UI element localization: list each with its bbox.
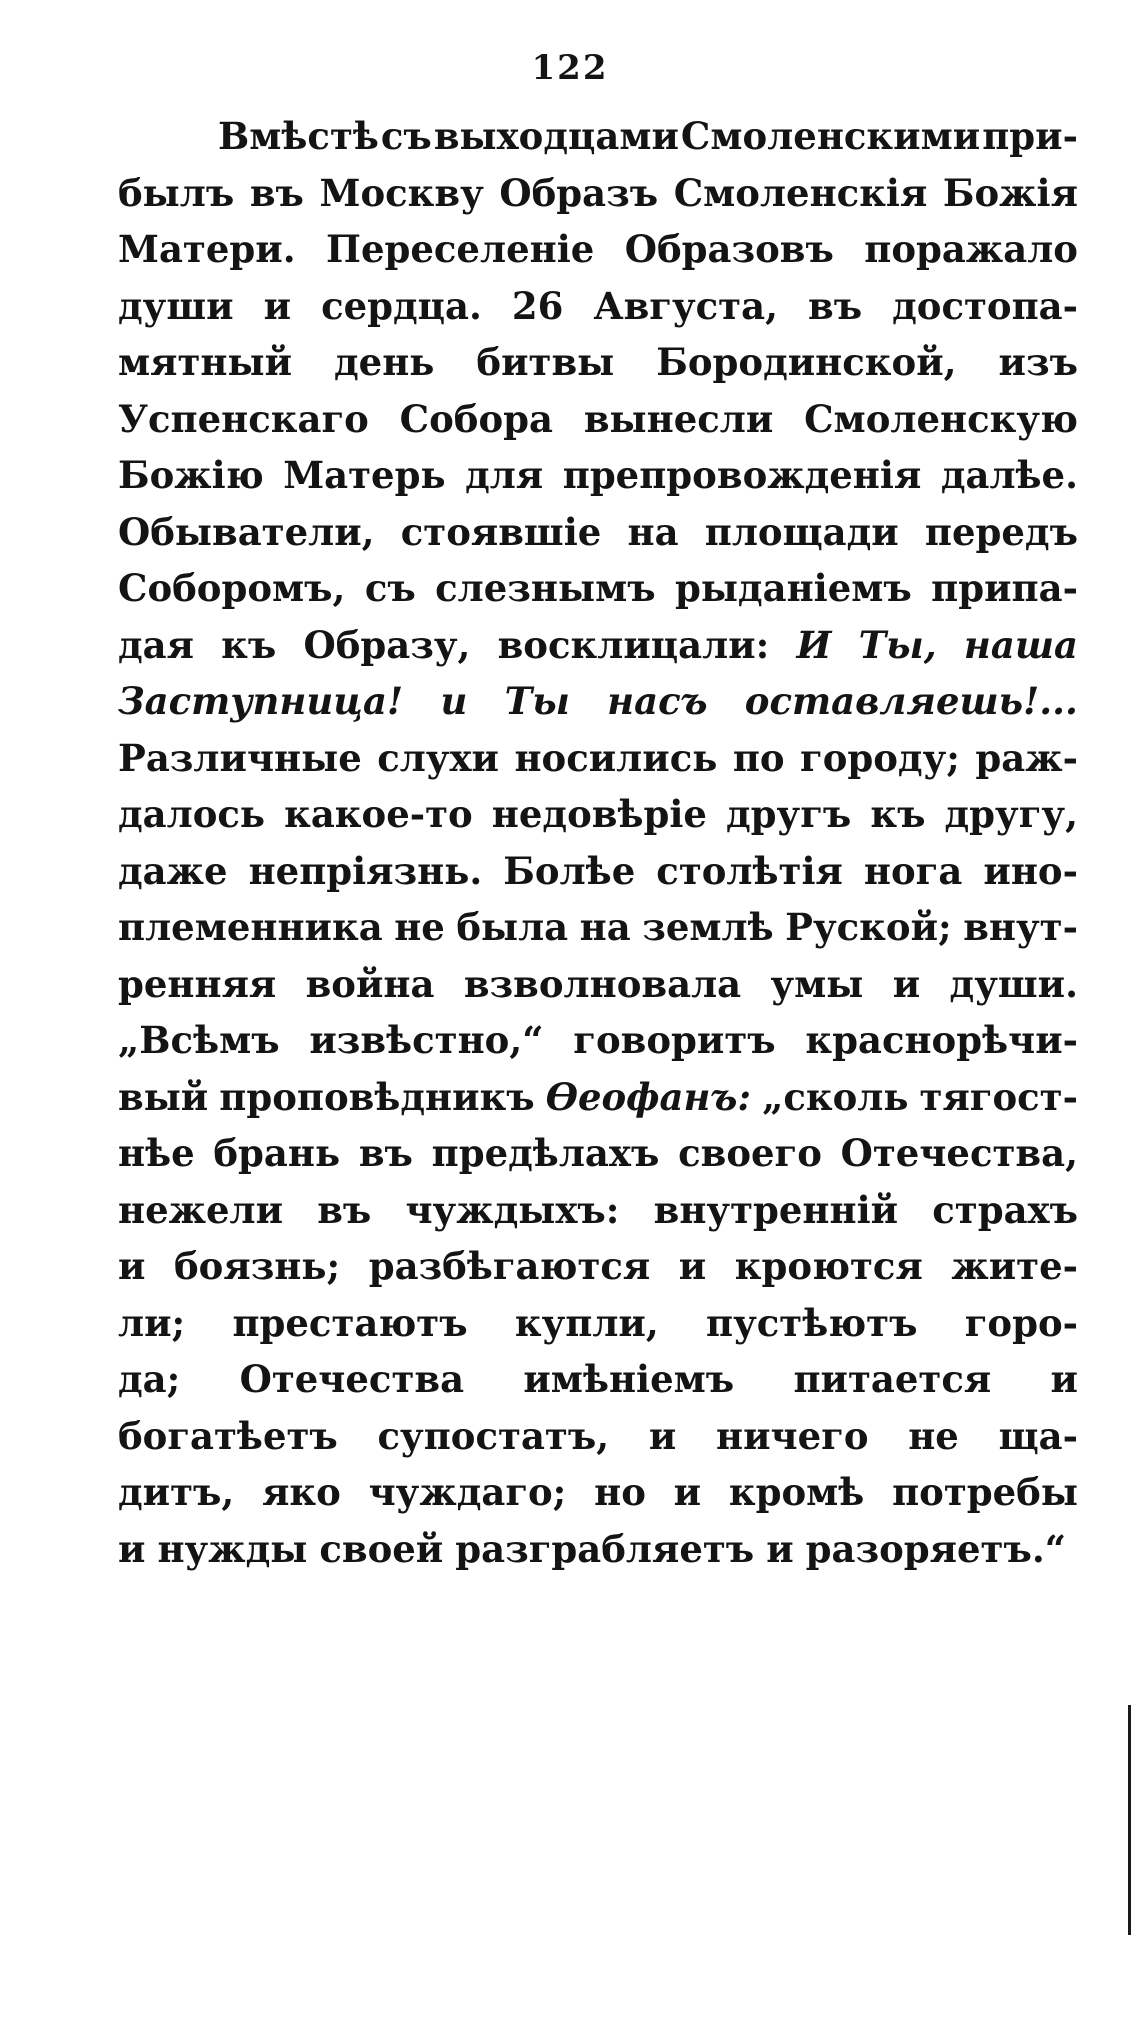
word: Руской; bbox=[785, 905, 952, 949]
word: боязнь; bbox=[174, 1244, 341, 1288]
word: тягост- bbox=[919, 1074, 1078, 1119]
word: далось bbox=[118, 792, 266, 836]
word: но bbox=[594, 1470, 646, 1514]
word: пустѣютъ bbox=[705, 1300, 918, 1345]
word: Различные bbox=[118, 735, 362, 780]
word: съ bbox=[380, 114, 432, 158]
body-text bbox=[118, 108, 1078, 1577]
word: при- bbox=[982, 114, 1078, 158]
word: ино- bbox=[983, 848, 1078, 893]
word: Смоленскую bbox=[804, 396, 1078, 441]
text-line bbox=[118, 617, 1078, 674]
word: нѣе bbox=[118, 1131, 195, 1175]
word: выходцами bbox=[433, 114, 679, 158]
italic-word: Ты bbox=[504, 679, 570, 723]
word: Смоленскими bbox=[680, 114, 981, 158]
word: раж- bbox=[975, 735, 1078, 780]
word: Вмѣстѣ bbox=[218, 114, 379, 158]
word: имѣніемъ bbox=[523, 1357, 735, 1401]
text-line bbox=[118, 504, 1078, 561]
word: и bbox=[263, 283, 292, 328]
word: городу; bbox=[800, 735, 960, 780]
word: въ bbox=[358, 1131, 413, 1175]
word: супостатъ, bbox=[377, 1413, 610, 1458]
word: Болѣе bbox=[503, 848, 636, 893]
italic-word: И bbox=[796, 622, 832, 667]
word: племенника bbox=[118, 905, 383, 949]
word: мятный bbox=[118, 340, 293, 384]
text-line bbox=[118, 447, 1078, 504]
word: нога bbox=[863, 848, 963, 893]
word: Переселеніе bbox=[326, 227, 595, 271]
word: Успенскаго bbox=[118, 396, 369, 441]
italic-word: Ты, bbox=[858, 622, 937, 667]
word: недовѣріе bbox=[491, 792, 707, 836]
word: и bbox=[673, 1470, 702, 1514]
word: ли; bbox=[118, 1300, 186, 1345]
word: Бородинской, bbox=[656, 340, 957, 384]
word: не bbox=[908, 1413, 959, 1458]
word: другу, bbox=[944, 792, 1078, 836]
word: передъ bbox=[924, 509, 1078, 554]
word: богатѣетъ bbox=[118, 1413, 338, 1458]
word: Образъ bbox=[499, 170, 659, 215]
margin-rule bbox=[1128, 1705, 1131, 1935]
word: краснорѣчи- bbox=[805, 1018, 1078, 1062]
text-line bbox=[118, 673, 1078, 730]
word: дая bbox=[118, 622, 194, 667]
word: изъ bbox=[998, 340, 1078, 384]
word: какое-то bbox=[284, 792, 473, 836]
word: слухи bbox=[377, 735, 499, 780]
word: былъ bbox=[118, 170, 235, 215]
word: и bbox=[118, 1526, 146, 1571]
word: и bbox=[678, 1244, 707, 1288]
word: кроются bbox=[734, 1244, 923, 1288]
text-line bbox=[118, 1464, 1078, 1521]
text-line bbox=[118, 899, 1078, 956]
word: кромѣ bbox=[728, 1470, 865, 1514]
word: нужды bbox=[157, 1526, 308, 1571]
word: на bbox=[627, 509, 679, 554]
word: извѣстно,“ bbox=[309, 1018, 544, 1062]
text-line bbox=[118, 221, 1078, 278]
word: разбѣгаются bbox=[368, 1244, 651, 1288]
word: питается bbox=[793, 1357, 992, 1401]
text-line bbox=[118, 1295, 1078, 1352]
word: непріязнь. bbox=[248, 848, 483, 893]
text-line bbox=[118, 1069, 1078, 1126]
word: столѣтія bbox=[656, 848, 843, 893]
word: далѣе. bbox=[940, 453, 1078, 497]
word: Августа, bbox=[593, 283, 778, 328]
word: Москву bbox=[319, 170, 484, 215]
word: поражало bbox=[864, 227, 1078, 271]
word: и bbox=[118, 1244, 146, 1288]
text-line bbox=[118, 1012, 1078, 1069]
word: съ bbox=[364, 566, 416, 610]
word: проповѣдникъ bbox=[219, 1074, 535, 1119]
word: въ bbox=[249, 170, 304, 215]
text-line bbox=[118, 730, 1078, 787]
text-line bbox=[118, 1182, 1078, 1239]
word: предѣлахъ bbox=[431, 1131, 660, 1175]
word: восклицали: bbox=[497, 622, 770, 667]
word: на bbox=[579, 905, 631, 949]
word: жите- bbox=[951, 1244, 1078, 1288]
word: Обыватели, bbox=[118, 509, 375, 554]
word: Смоленскія bbox=[673, 170, 928, 215]
word: Матерь bbox=[283, 453, 446, 497]
word: ренняя bbox=[118, 961, 277, 1006]
word: достопа- bbox=[892, 283, 1078, 328]
word: Отечества, bbox=[840, 1131, 1078, 1175]
word: „сколь bbox=[762, 1074, 909, 1119]
word: вый bbox=[118, 1074, 209, 1119]
text-line bbox=[118, 1408, 1078, 1465]
word: внутренній bbox=[653, 1187, 899, 1232]
word: день bbox=[334, 340, 435, 384]
word: горо- bbox=[964, 1300, 1078, 1345]
word: препровожденія bbox=[562, 453, 922, 497]
word: даже bbox=[118, 848, 228, 893]
italic-word: насъ bbox=[607, 679, 708, 723]
word: души bbox=[118, 283, 234, 328]
word: была bbox=[456, 905, 569, 949]
word: престаютъ bbox=[232, 1300, 468, 1345]
word: Божію bbox=[118, 453, 264, 497]
word: дитъ, bbox=[118, 1470, 235, 1514]
word: Отечества bbox=[239, 1357, 465, 1401]
word: „Всѣмъ bbox=[118, 1018, 280, 1062]
word: Собора bbox=[399, 396, 553, 441]
word: другъ bbox=[726, 792, 852, 836]
word: нежели bbox=[118, 1187, 284, 1232]
text-line bbox=[118, 560, 1078, 617]
italic-word: оставляешь!... bbox=[744, 679, 1078, 723]
italic-word: Заступница! bbox=[118, 679, 404, 723]
word: и bbox=[766, 1526, 794, 1571]
text-line bbox=[118, 108, 1078, 165]
word: припа- bbox=[931, 566, 1078, 610]
word: 26 bbox=[511, 283, 564, 328]
text-line bbox=[118, 1238, 1078, 1295]
word: взволновала bbox=[463, 961, 742, 1006]
word: носились bbox=[514, 735, 718, 780]
word: умы bbox=[770, 961, 864, 1006]
word: чуждыхъ: bbox=[405, 1187, 620, 1232]
word: не bbox=[394, 905, 445, 949]
word: въ bbox=[807, 283, 863, 328]
italic-word: Ѳеофанъ: bbox=[545, 1074, 752, 1119]
text-line bbox=[118, 334, 1078, 391]
word: Божія bbox=[942, 170, 1078, 215]
word: и bbox=[648, 1413, 677, 1458]
word: Образу, bbox=[303, 622, 471, 667]
word: говоритъ bbox=[573, 1018, 776, 1062]
word: своей bbox=[319, 1526, 444, 1571]
word: яко bbox=[262, 1470, 341, 1514]
word: чуждаго; bbox=[368, 1470, 567, 1514]
word: слезнымъ bbox=[435, 566, 656, 610]
word: и bbox=[892, 961, 921, 1006]
word: война bbox=[305, 961, 435, 1006]
word: битвы bbox=[476, 340, 615, 384]
word: и bbox=[1050, 1357, 1078, 1401]
text-line bbox=[118, 165, 1078, 222]
word: Соборомъ, bbox=[118, 566, 346, 610]
word: разграбляетъ bbox=[455, 1526, 755, 1571]
word: рыданіемъ bbox=[674, 566, 912, 610]
word: вынесли bbox=[583, 396, 774, 441]
word: въ bbox=[317, 1187, 372, 1232]
italic-word: и bbox=[440, 679, 468, 723]
word: ничего bbox=[716, 1413, 869, 1458]
word: по bbox=[732, 735, 785, 780]
page-number: 122 bbox=[531, 48, 609, 88]
word: разоряетъ.“ bbox=[805, 1526, 1066, 1571]
text-line bbox=[118, 278, 1078, 335]
text-line bbox=[118, 843, 1078, 900]
text-line bbox=[118, 1521, 1078, 1578]
word: ща- bbox=[998, 1413, 1078, 1458]
italic-word: наша bbox=[963, 622, 1078, 667]
word: своего bbox=[678, 1131, 822, 1175]
word: Образовъ bbox=[624, 227, 834, 271]
word: для bbox=[465, 453, 544, 497]
text-line bbox=[118, 1351, 1078, 1408]
word: потребы bbox=[892, 1470, 1078, 1514]
word: страхъ bbox=[932, 1187, 1078, 1232]
word: площади bbox=[704, 509, 899, 554]
text-line bbox=[118, 391, 1078, 448]
text-line bbox=[118, 1125, 1078, 1182]
word: стоявшіе bbox=[400, 509, 602, 554]
word: да; bbox=[118, 1357, 181, 1401]
word: купли, bbox=[514, 1300, 659, 1345]
word: брань bbox=[213, 1131, 341, 1175]
word: землѣ bbox=[642, 905, 774, 949]
text-line bbox=[118, 956, 1078, 1013]
word: сердца. bbox=[321, 283, 482, 328]
word: Матери. bbox=[118, 227, 296, 271]
text-line bbox=[118, 786, 1078, 843]
word: внут- bbox=[963, 905, 1078, 949]
word: къ bbox=[870, 792, 926, 836]
word: къ bbox=[221, 622, 277, 667]
word: души. bbox=[949, 961, 1078, 1006]
